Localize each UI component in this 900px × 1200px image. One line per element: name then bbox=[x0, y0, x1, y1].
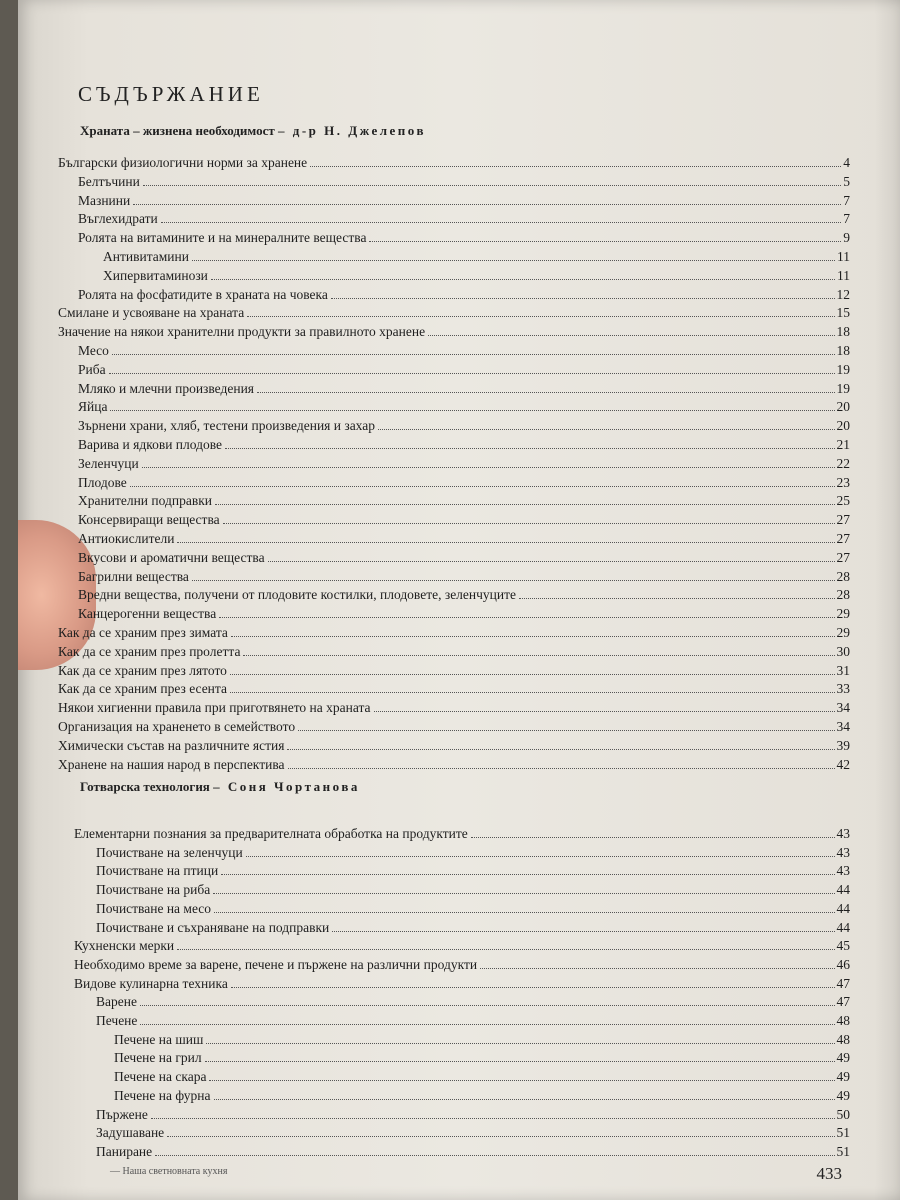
toc-entry-page: 49 bbox=[836, 1087, 850, 1103]
toc-entry-label: Необходимо време за варене, печене и пържене на различни продукти bbox=[74, 956, 478, 972]
toc-entry-page: 30 bbox=[836, 643, 850, 659]
dot-leader bbox=[110, 410, 834, 411]
toc-entry bbox=[58, 700, 850, 716]
toc-entry bbox=[78, 381, 850, 397]
dot-leader bbox=[480, 968, 834, 969]
toc-entry-label: Печене bbox=[96, 1013, 138, 1028]
dot-leader bbox=[428, 335, 834, 336]
toc-entry-page: 34 bbox=[836, 719, 850, 734]
page-title: СЪДЪРЖАНИЕ bbox=[78, 82, 264, 106]
dot-leader bbox=[155, 1155, 834, 1156]
dot-leader bbox=[213, 893, 834, 894]
toc-entry-label: Някои хигиенни правила при приготвянето на храната bbox=[58, 700, 371, 716]
toc-entry-label: Яйца bbox=[78, 399, 108, 415]
toc-entry-label: Как да се храним през есента bbox=[58, 681, 227, 697]
toc-entry bbox=[78, 475, 850, 491]
toc-entry bbox=[96, 1144, 850, 1160]
dot-leader bbox=[214, 912, 834, 913]
toc-entry bbox=[78, 569, 850, 585]
toc-entry bbox=[58, 663, 850, 679]
toc-entry-label: Зърнени храни, хляб, тестени произведения и захар bbox=[78, 418, 375, 434]
toc-entry-page: 7 bbox=[843, 192, 850, 208]
toc-entry-label: Вредни вещества, получени от плодовите костилки, плодовете, зеленчуците bbox=[78, 587, 517, 603]
dot-leader bbox=[214, 1099, 835, 1100]
toc-entry-page: 50 bbox=[836, 1106, 850, 1122]
toc-entry-label: Антиокислители bbox=[78, 531, 175, 546]
toc-entry-page: 51 bbox=[836, 1143, 850, 1159]
toc-entry bbox=[114, 1069, 850, 1085]
toc-entry-label: Почистване на риба bbox=[96, 882, 211, 898]
toc-entry bbox=[114, 1088, 850, 1104]
dot-leader bbox=[192, 260, 835, 261]
toc-entry bbox=[96, 845, 850, 861]
toc-entry bbox=[78, 587, 850, 603]
toc-entry-page: 20 bbox=[836, 418, 850, 434]
toc-entry-page: 20 bbox=[836, 399, 850, 415]
toc-entry bbox=[114, 1050, 850, 1066]
dot-leader bbox=[206, 1043, 834, 1044]
dot-leader bbox=[225, 448, 834, 449]
toc-entry bbox=[103, 268, 850, 284]
toc-entry bbox=[78, 287, 850, 303]
toc-entry-label: Печене на фурна bbox=[114, 1087, 211, 1103]
toc-entry-page: 21 bbox=[836, 437, 850, 452]
toc-entry-label: Български физиологични норми за хранене bbox=[58, 155, 308, 170]
dot-leader bbox=[310, 166, 841, 167]
toc-entry-page: 45 bbox=[836, 938, 850, 954]
toc-entry-page: 5 bbox=[843, 173, 850, 189]
dot-leader bbox=[230, 692, 835, 693]
toc-entry-page: 42 bbox=[836, 756, 850, 772]
toc-entry-page: 46 bbox=[836, 956, 850, 972]
dot-leader bbox=[231, 987, 835, 988]
toc-entry-label: Канцерогенни вещества bbox=[78, 606, 217, 622]
dot-leader bbox=[287, 749, 834, 750]
dot-leader bbox=[471, 837, 835, 838]
toc-entry-label: Пържене bbox=[96, 1106, 148, 1122]
toc-entry-label: Видове кулинарна техника bbox=[74, 975, 228, 991]
toc-entry-page: 44 bbox=[836, 900, 850, 916]
toc-entry-page: 49 bbox=[836, 1050, 850, 1066]
dot-leader bbox=[246, 856, 835, 857]
toc-entry-page: 28 bbox=[836, 568, 850, 584]
toc-entry-label: Почистване на птици bbox=[96, 863, 219, 879]
toc-entry bbox=[78, 399, 850, 415]
toc-entry-page: 43 bbox=[836, 826, 850, 841]
toc-entry-label: Как да се храним през зимата bbox=[58, 625, 228, 640]
toc-entry-page: 43 bbox=[836, 844, 850, 860]
dot-leader bbox=[247, 316, 834, 317]
toc-entry bbox=[74, 976, 850, 992]
dot-leader bbox=[257, 392, 834, 393]
toc-entry-label: Месо bbox=[78, 343, 109, 358]
toc-entry-label: Елементарни познания за предварителната обработка на продуктите bbox=[74, 826, 468, 841]
toc-entry-label: Почистване и съхраняване на подправки bbox=[96, 919, 330, 935]
dot-leader bbox=[140, 1024, 834, 1025]
toc-entry bbox=[58, 644, 850, 660]
toc-entry-label: Зеленчуци bbox=[78, 455, 139, 471]
toc-entry-page: 39 bbox=[836, 737, 850, 753]
toc-entry bbox=[58, 738, 850, 754]
toc-entry bbox=[58, 719, 850, 735]
toc-entry bbox=[58, 305, 850, 321]
toc-entry bbox=[78, 174, 850, 190]
toc-entry-label: Багрилни вещества bbox=[78, 568, 189, 584]
book-page bbox=[18, 0, 900, 1200]
toc-entry bbox=[78, 193, 850, 209]
toc-entry bbox=[78, 531, 850, 547]
toc-entry-label: Как да се храним през пролетта bbox=[58, 643, 241, 659]
toc-entry-label: Смилане и усвояване на храната bbox=[58, 305, 245, 321]
toc-entry-page: 27 bbox=[836, 531, 850, 546]
toc-entry-page: 11 bbox=[837, 267, 850, 283]
page-edge-shadow bbox=[874, 0, 900, 1200]
toc-entry-label: Почистване на месо bbox=[96, 900, 212, 916]
dot-leader bbox=[109, 373, 835, 374]
toc-entry-label: Хипервитаминози bbox=[103, 267, 208, 283]
toc-entry-page: 7 bbox=[843, 211, 850, 227]
dot-leader bbox=[221, 874, 834, 875]
section-title-1 bbox=[80, 123, 426, 139]
section-2-title: Готварска технология bbox=[80, 779, 210, 794]
toc-entry-page: 23 bbox=[836, 474, 850, 490]
dot-leader bbox=[177, 949, 834, 950]
toc-entry-page: 18 bbox=[836, 324, 850, 340]
toc-entry bbox=[78, 362, 850, 378]
toc-entry-page: 12 bbox=[836, 286, 850, 302]
dot-leader bbox=[219, 617, 834, 618]
toc-entry-page: 44 bbox=[836, 919, 850, 935]
dot-leader bbox=[167, 1136, 834, 1137]
dot-leader bbox=[331, 298, 835, 299]
toc-entry bbox=[58, 757, 850, 773]
toc-entry-label: Въглехидрати bbox=[78, 211, 158, 227]
dot-leader bbox=[209, 1080, 834, 1081]
toc-entry-label: Кухненски мерки bbox=[74, 938, 175, 954]
toc-entry-label: Мляко и млечни произведения bbox=[78, 380, 255, 396]
footnote: — Наша светновната кухня bbox=[110, 1166, 228, 1177]
toc-entry-label: Паниране bbox=[96, 1143, 153, 1159]
dot-leader bbox=[230, 674, 835, 675]
dot-leader bbox=[215, 504, 835, 505]
toc-entry bbox=[74, 826, 850, 842]
toc-entry bbox=[58, 625, 850, 641]
toc-entry-page: 34 bbox=[836, 700, 850, 716]
toc-entry-page: 28 bbox=[836, 587, 850, 603]
dot-leader bbox=[177, 542, 834, 543]
toc-entry-label: Белтъчини bbox=[78, 173, 140, 189]
toc-entry-label: Задушаване bbox=[96, 1125, 165, 1141]
toc-entry-page: 49 bbox=[836, 1069, 850, 1085]
dot-leader bbox=[519, 598, 834, 599]
toc-entry-label: Печене на грил bbox=[114, 1050, 202, 1066]
toc-entry bbox=[96, 1107, 850, 1123]
toc-entry-page: 27 bbox=[836, 512, 850, 528]
dot-leader bbox=[211, 279, 835, 280]
toc-entry bbox=[114, 1032, 850, 1048]
dot-leader bbox=[374, 711, 835, 712]
toc-entry bbox=[78, 230, 850, 246]
toc-entry-label: Консервиращи вещества bbox=[78, 512, 220, 528]
dot-leader bbox=[288, 768, 835, 769]
dot-leader bbox=[133, 204, 841, 205]
toc-entry-label: Химически състав на различните ястия bbox=[58, 737, 285, 753]
section-1-author: – д-р Н. Джелепов bbox=[278, 123, 426, 138]
dot-leader bbox=[143, 185, 841, 186]
section-1-title: Храната – жизнена необходимост bbox=[80, 123, 275, 138]
toc-entry-page: 11 bbox=[837, 249, 850, 264]
toc-entry-page: 33 bbox=[836, 681, 850, 697]
dot-leader bbox=[243, 655, 834, 656]
dot-leader bbox=[192, 580, 835, 581]
toc-entry-page: 15 bbox=[836, 305, 850, 321]
page-number: 433 bbox=[816, 1164, 842, 1183]
dot-leader bbox=[205, 1061, 835, 1062]
toc-entry-page: 48 bbox=[836, 1031, 850, 1047]
toc-entry-page: 19 bbox=[836, 361, 850, 377]
dot-leader bbox=[112, 354, 835, 355]
toc-entry-page: 48 bbox=[836, 1013, 850, 1028]
toc-entry-page: 47 bbox=[836, 994, 850, 1010]
dot-leader bbox=[142, 467, 835, 468]
dot-leader bbox=[332, 931, 834, 932]
dot-leader bbox=[268, 561, 835, 562]
toc-entry-label: Плодове bbox=[78, 474, 127, 490]
toc-entry bbox=[96, 994, 850, 1010]
toc-entry-label: Значение на някои хранителни продукти за правилното хранене bbox=[58, 324, 426, 340]
toc-entry bbox=[78, 493, 850, 509]
toc-entry-page: 51 bbox=[836, 1125, 850, 1141]
toc-entry bbox=[58, 324, 850, 340]
dot-leader bbox=[298, 730, 834, 731]
toc-entry bbox=[96, 863, 850, 879]
toc-entry-page: 22 bbox=[836, 455, 850, 471]
toc-entry bbox=[74, 957, 850, 973]
toc-entry bbox=[78, 456, 850, 472]
toc-entry-label: Ролята на фосфатидите в храната на човека bbox=[78, 286, 328, 302]
toc-entry bbox=[96, 920, 850, 936]
dot-leader bbox=[223, 523, 835, 524]
dot-leader bbox=[140, 1005, 835, 1006]
dot-leader bbox=[161, 222, 842, 223]
toc-entry-label: Варене bbox=[96, 994, 137, 1010]
dot-leader bbox=[151, 1118, 835, 1119]
toc-entry-page: 29 bbox=[836, 606, 850, 622]
toc-entry-label: Ролята на витамините и на минералните вещества bbox=[78, 230, 367, 246]
toc-entry-label: Вкусови и ароматични вещества bbox=[78, 549, 265, 565]
toc-entry-label: Хранене на нашия народ в перспектива bbox=[58, 756, 285, 772]
toc-entry bbox=[58, 681, 850, 697]
toc-entry-label: Варива и ядкови плодове bbox=[78, 437, 223, 452]
toc-entry-label: Мазнини bbox=[78, 192, 131, 208]
toc-entry bbox=[78, 437, 850, 453]
toc-entry-label: Антивитамини bbox=[103, 249, 189, 264]
toc-entry bbox=[103, 249, 850, 265]
toc-entry-label: Хранителни подправки bbox=[78, 493, 212, 509]
toc-entry bbox=[78, 606, 850, 622]
section-title-2 bbox=[80, 779, 360, 795]
toc-entry bbox=[78, 550, 850, 566]
toc-entry-label: Печене на шиш bbox=[114, 1031, 204, 1047]
toc-entry-page: 44 bbox=[836, 882, 850, 898]
toc-entry-label: Риба bbox=[78, 361, 106, 377]
dot-leader bbox=[130, 486, 835, 487]
dot-leader bbox=[231, 636, 835, 637]
toc-entry bbox=[58, 155, 850, 171]
toc-entry-page: 43 bbox=[836, 863, 850, 879]
toc-entry bbox=[96, 882, 850, 898]
toc-entry-label: Почистване на зеленчуци bbox=[96, 844, 243, 860]
dot-leader bbox=[378, 429, 835, 430]
toc-entry-page: 18 bbox=[836, 343, 850, 358]
toc-entry-page: 9 bbox=[843, 230, 850, 246]
toc-entry bbox=[96, 1125, 850, 1141]
toc-entry-page: 27 bbox=[836, 549, 850, 565]
toc-entry-page: 25 bbox=[836, 493, 850, 509]
toc-entry-page: 47 bbox=[836, 975, 850, 991]
toc-entry-page: 29 bbox=[836, 625, 850, 640]
toc-entry-page: 31 bbox=[836, 662, 850, 678]
toc-entry-label: Организация на храненето в семейството bbox=[58, 719, 296, 734]
toc-entry bbox=[78, 211, 850, 227]
toc-entry-page: 4 bbox=[843, 155, 850, 170]
toc-entry bbox=[74, 938, 850, 954]
toc-entry-label: Как да се храним през лятото bbox=[58, 662, 227, 678]
toc-entry-label: Печене на скара bbox=[114, 1069, 207, 1085]
toc-entry-page: 19 bbox=[836, 380, 850, 396]
toc-entry bbox=[78, 512, 850, 528]
dot-leader bbox=[369, 241, 841, 242]
toc-entry bbox=[78, 343, 850, 359]
toc-entry bbox=[78, 418, 850, 434]
toc-entry bbox=[96, 1013, 850, 1029]
section-2-author: – Соня Чортанова bbox=[213, 779, 360, 794]
toc-entry bbox=[96, 901, 850, 917]
